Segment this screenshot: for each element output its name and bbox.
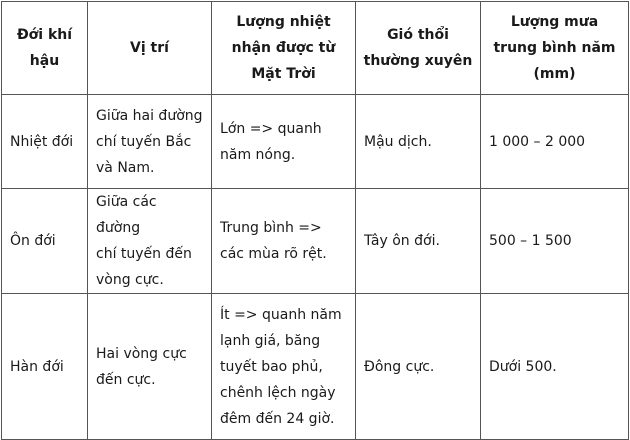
climate-zones-table [1, 1, 629, 440]
rainfall-cell: 1 000 – 2 000 [481, 95, 629, 189]
position-cell: Giữa hai đường chí tuyến Bắc và Nam. [88, 95, 212, 189]
table-header-row [2, 2, 629, 95]
header-solar-heat: Lượng nhiệt nhận được từ Mặt Trời [212, 2, 356, 95]
header-annual-rainfall: Lượng mưa trung bình năm (mm) [481, 2, 629, 95]
zone-cell: Ôn đới [2, 189, 88, 294]
header-climate-zone: Đới khí hậu [2, 2, 88, 95]
table-row [2, 95, 629, 189]
heat-cell: Ít => quanh năm lạnh giá, băng tuyết bao phủ, chênh lệch ngày đêm đến 24 giờ. [212, 294, 356, 440]
rainfall-cell: Dưới 500. [481, 294, 629, 440]
zone-cell: Nhiệt đới [2, 95, 88, 189]
table-row [2, 294, 629, 440]
rainfall-cell: 500 – 1 500 [481, 189, 629, 294]
header-prevailing-wind: Gió thổi thường xuyên [356, 2, 481, 95]
header-position: Vị trí [88, 2, 212, 95]
heat-cell: Lớn => quanh năm nóng. [212, 95, 356, 189]
heat-cell: Trung bình => các mùa rõ rệt. [212, 189, 356, 294]
wind-cell: Đông cực. [356, 294, 481, 440]
table-row [2, 189, 629, 294]
wind-cell: Mậu dịch. [356, 95, 481, 189]
wind-cell: Tây ôn đới. [356, 189, 481, 294]
position-cell: Giữa các đường chí tuyến đến vòng cực. [88, 189, 212, 294]
zone-cell: Hàn đới [2, 294, 88, 440]
position-cell: Hai vòng cực đến cực. [88, 294, 212, 440]
